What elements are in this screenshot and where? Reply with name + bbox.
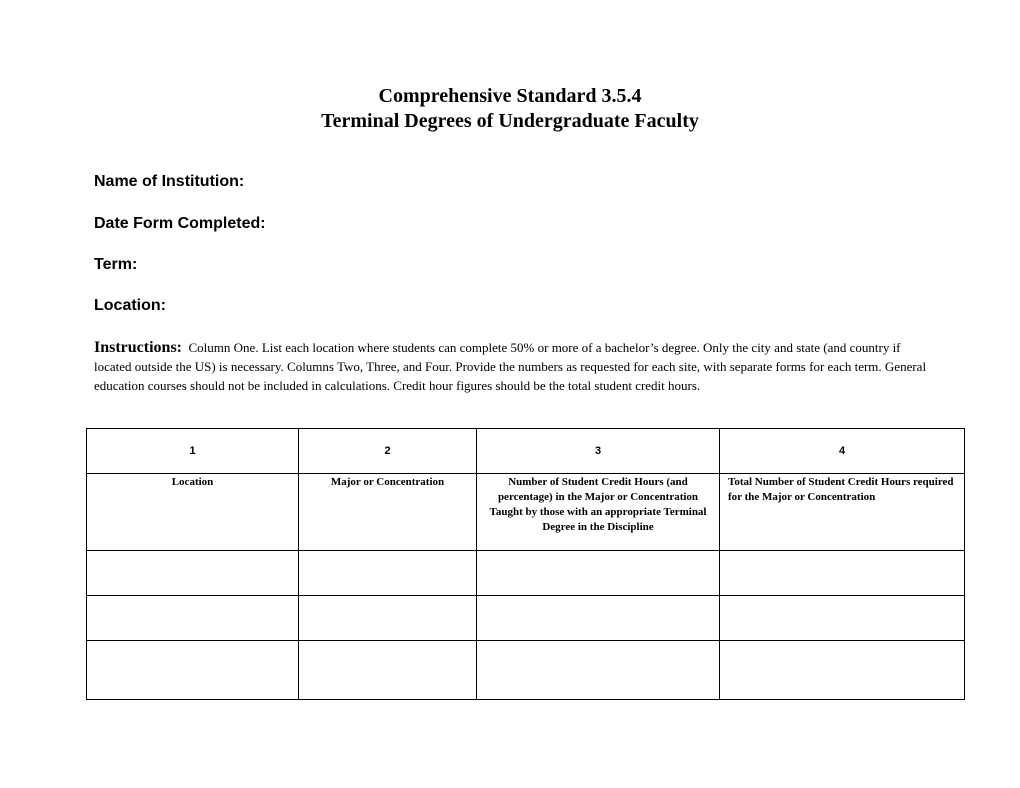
entry-cell-major[interactable] <box>299 641 477 700</box>
entry-cell-major[interactable] <box>299 596 477 641</box>
table-row <box>87 551 965 596</box>
table-row <box>87 596 965 641</box>
entry-cell-total-hours[interactable] <box>720 641 965 700</box>
date-completed-label: Date Form Completed: <box>94 215 266 232</box>
column-number-3: 3 <box>477 429 720 474</box>
column-number-1: 1 <box>87 429 299 474</box>
entry-cell-total-hours[interactable] <box>720 551 965 596</box>
location-label: Location: <box>94 297 166 314</box>
header-credit-hours-terminal: Number of Student Credit Hours (and percentage) in the Major or Concentration Taught by those with an appropriate Terminal Degree in the Discipline <box>477 474 720 551</box>
entry-cell-total-hours[interactable] <box>720 596 965 641</box>
table-row <box>87 641 965 700</box>
header-major: Major or Concentration <box>299 474 477 551</box>
entry-cell-location[interactable] <box>87 551 299 596</box>
header-total-credit-hours: Total Number of Student Credit Hours required for the Major or Concentration <box>720 474 965 551</box>
institution-label: Name of Institution: <box>94 173 245 190</box>
instructions-text: Column One. List each location where students can complete 50% or more of a bachelor’s degree. Only the city and state (and country if located outside the US) is necessary. Columns Two, Three, and Four. Provide the numbers as requested for each site, with separate forms for each term. General education courses should not be included in calculations. Credit hour figures should be the total student credit hours. <box>94 340 927 393</box>
instructions-paragraph <box>94 338 934 395</box>
term-label: Term: <box>94 256 138 273</box>
column-number-4: 4 <box>720 429 965 474</box>
entry-cell-credit-hours[interactable] <box>477 641 720 700</box>
form-title <box>0 84 1020 134</box>
entry-cell-location[interactable] <box>87 596 299 641</box>
entry-cell-credit-hours[interactable] <box>477 551 720 596</box>
column-number-row <box>87 429 965 474</box>
faculty-degrees-table <box>86 428 965 700</box>
entry-cell-major[interactable] <box>299 551 477 596</box>
instructions-lead: Instructions: <box>94 339 183 356</box>
entry-cell-location[interactable] <box>87 641 299 700</box>
header-location: Location <box>87 474 299 551</box>
column-number-2: 2 <box>299 429 477 474</box>
title-line-1: Comprehensive Standard 3.5.4 <box>378 85 642 107</box>
entry-cell-credit-hours[interactable] <box>477 596 720 641</box>
title-line-2: Terminal Degrees of Undergraduate Faculty <box>321 110 699 132</box>
column-header-row <box>87 474 965 551</box>
